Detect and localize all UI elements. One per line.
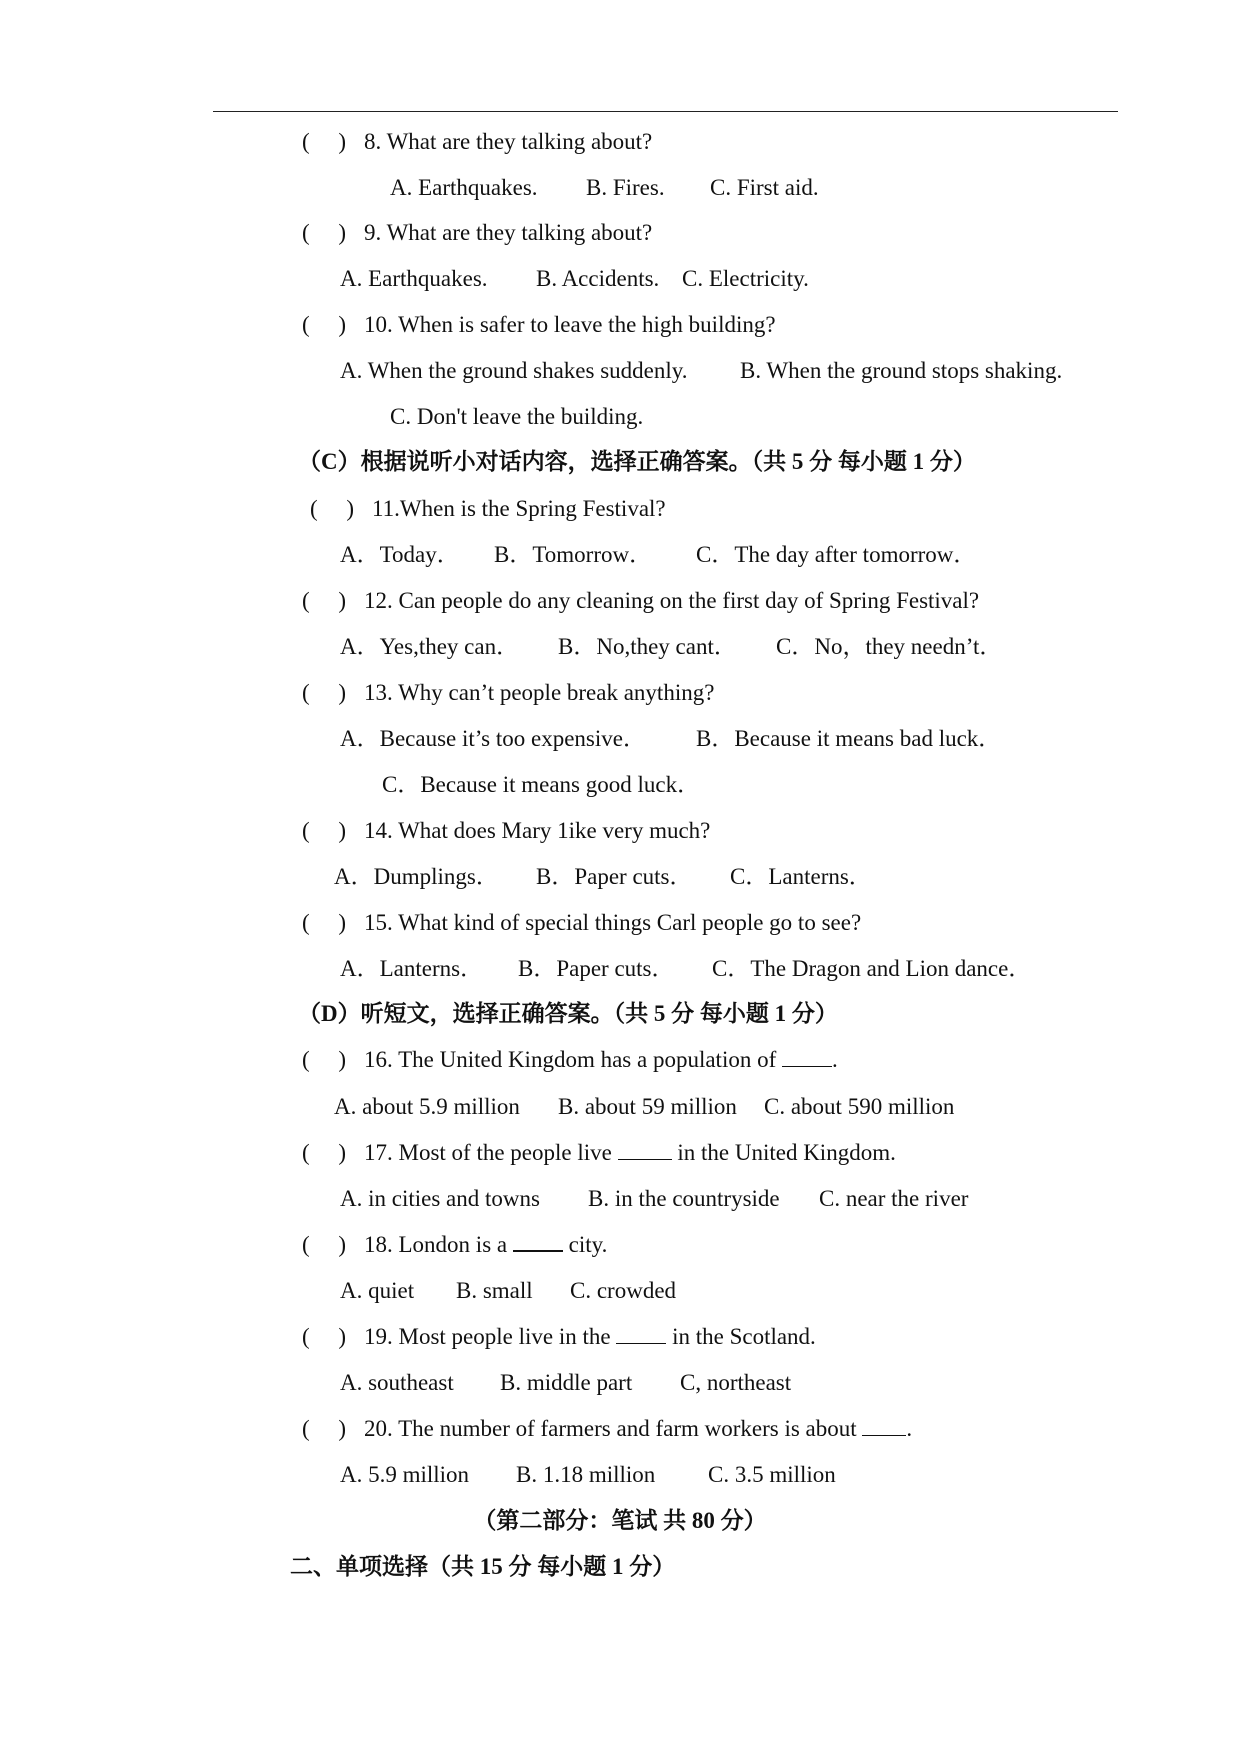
question-text-after: in the Scotland.	[666, 1324, 816, 1349]
question-text: 15. What kind of special things Carl people go to see?	[364, 910, 862, 935]
option-b: B．Tomorrow．	[494, 542, 653, 567]
option-a: A. 5.9 million	[340, 1462, 470, 1487]
answer-paren[interactable]: ( )	[302, 818, 347, 843]
question-12	[302, 586, 979, 616]
options-10-line1	[340, 356, 1062, 386]
option-c: C．The day after tomorrow．	[696, 542, 977, 567]
option-b: B. Accidents.	[536, 266, 660, 291]
question-text-before: 20. The number of farmers and farm workers is about	[364, 1416, 863, 1441]
answer-blank[interactable]	[616, 1323, 666, 1344]
option-a: A. quiet	[340, 1278, 415, 1303]
option-c: C．No，they needn’t．	[776, 634, 1003, 659]
question-15	[302, 908, 861, 938]
option-c: C. near the river	[819, 1186, 969, 1211]
option-c: C. about 590 million	[764, 1094, 955, 1119]
options-11	[340, 540, 976, 570]
answer-paren[interactable]: ( )	[302, 588, 347, 613]
section-c-heading: （C）根据说听小对话内容，选择正确答案。（共 5 分 每小题 1 分）	[298, 449, 976, 474]
question-16	[302, 1045, 838, 1075]
question-text: 14. What does Mary 1ike very much?	[364, 818, 711, 843]
options-13-line1	[340, 724, 1001, 754]
answer-blank[interactable]	[618, 1139, 672, 1160]
option-c: C．Lanterns．	[730, 864, 872, 889]
part-two-heading: （第二部分：笔试 共 80 分）	[473, 1508, 767, 1533]
question-text-before: 17. Most of the people live	[364, 1140, 618, 1165]
options-10-line2	[390, 402, 643, 432]
option-a: A. When the ground shakes suddenly.	[340, 358, 688, 383]
question-text: 13. Why can’t people break anything?	[364, 680, 715, 705]
answer-paren[interactable]: ( )	[302, 312, 347, 337]
options-14	[334, 862, 872, 892]
options-13-line2	[382, 770, 700, 800]
option-b: B．Paper cuts．	[536, 864, 693, 889]
question-17	[302, 1138, 896, 1168]
option-b: B. about 59 million	[558, 1094, 737, 1119]
option-a: A. Earthquakes.	[390, 175, 538, 200]
answer-blank[interactable]	[862, 1415, 906, 1436]
answer-blank[interactable]	[782, 1046, 832, 1067]
option-b: B. in the countryside	[588, 1186, 780, 1211]
options-19	[340, 1368, 791, 1398]
option-c: C, northeast	[680, 1370, 792, 1395]
option-b: B. Fires.	[586, 175, 665, 200]
question-20	[302, 1414, 912, 1444]
answer-paren[interactable]: ( )	[302, 910, 347, 935]
question-text: 9. What are they talking about?	[364, 220, 653, 245]
option-b: B．Because it means bad luck．	[696, 726, 1002, 751]
options-17	[340, 1184, 968, 1214]
answer-paren[interactable]: ( )	[302, 1324, 347, 1349]
question-11	[310, 494, 666, 524]
option-b: B. middle part	[500, 1370, 633, 1395]
question-19	[302, 1322, 816, 1352]
question-14	[302, 816, 710, 846]
answer-paren[interactable]: ( )	[302, 129, 347, 154]
question-text-after: .	[906, 1416, 913, 1441]
section-d-heading: （D）听短文，选择正确答案。（共 5 分 每小题 1 分）	[298, 1001, 838, 1026]
options-8	[390, 173, 819, 203]
option-c: C. Electricity.	[682, 266, 809, 291]
option-b: B. 1.18 million	[516, 1462, 656, 1487]
answer-paren[interactable]: ( )	[302, 1416, 347, 1441]
question-text: 8. What are they talking about?	[364, 129, 653, 154]
option-b: B. When the ground stops shaking.	[740, 358, 1063, 383]
question-9	[302, 218, 652, 248]
option-b: B. small	[456, 1278, 533, 1303]
option-a: A. about 5.9 million	[334, 1094, 520, 1119]
section-two-heading: 二、单项选择（共 15 分 每小题 1 分）	[290, 1554, 676, 1579]
question-text-before: 18. London is a	[364, 1232, 513, 1257]
options-20	[340, 1460, 836, 1490]
option-c: C．Because it means good luck．	[382, 772, 701, 797]
options-18	[340, 1276, 676, 1306]
question-13	[302, 678, 714, 708]
option-c: C．The Dragon and Lion dance．	[712, 956, 1032, 981]
option-c: C. Don't leave the building.	[390, 404, 644, 429]
question-text-after: .	[832, 1047, 838, 1072]
question-8	[302, 127, 652, 157]
option-a: A．Today．	[340, 542, 460, 567]
option-c: C. 3.5 million	[708, 1462, 836, 1487]
question-18	[302, 1230, 607, 1260]
option-a: A．Yes,they can．	[340, 634, 520, 659]
options-9	[340, 264, 809, 294]
question-10	[302, 310, 776, 340]
question-text: 12. Can people do any cleaning on the first day of Spring Festival?	[364, 588, 980, 613]
option-a: A．Because it’s too expensive．	[340, 726, 646, 751]
option-c: C. crowded	[570, 1278, 677, 1303]
option-c: C. First aid.	[710, 175, 819, 200]
option-a: A．Dumplings．	[334, 864, 499, 889]
options-12	[340, 632, 1002, 662]
question-text: 11.When is the Spring Festival?	[372, 496, 666, 521]
answer-paren[interactable]: ( )	[302, 1047, 347, 1072]
option-a: A．Lanterns．	[340, 956, 484, 981]
options-15	[340, 954, 1031, 984]
question-text-after: in the United Kingdom.	[671, 1140, 896, 1165]
question-text-before: 16. The United Kingdom has a population of	[364, 1047, 782, 1072]
answer-paren[interactable]: ( )	[302, 1140, 347, 1165]
question-text-after: city.	[562, 1232, 608, 1257]
answer-paren[interactable]: ( )	[302, 680, 347, 705]
answer-paren[interactable]: ( )	[310, 496, 355, 521]
option-a: A. in cities and towns	[340, 1186, 540, 1211]
question-text-before: 19. Most people live in the	[364, 1324, 617, 1349]
option-a: A. southeast	[340, 1370, 454, 1395]
answer-paren[interactable]: ( )	[302, 220, 347, 245]
question-text: 10. When is safer to leave the high building?	[364, 312, 776, 337]
option-b: B．Paper cuts．	[518, 956, 675, 981]
answer-paren[interactable]: ( )	[302, 1232, 347, 1257]
header-rule	[213, 111, 1118, 112]
option-a: A. Earthquakes.	[340, 266, 488, 291]
answer-blank[interactable]	[513, 1230, 563, 1252]
option-b: B．No,they cant．	[558, 634, 737, 659]
options-16	[334, 1092, 954, 1122]
